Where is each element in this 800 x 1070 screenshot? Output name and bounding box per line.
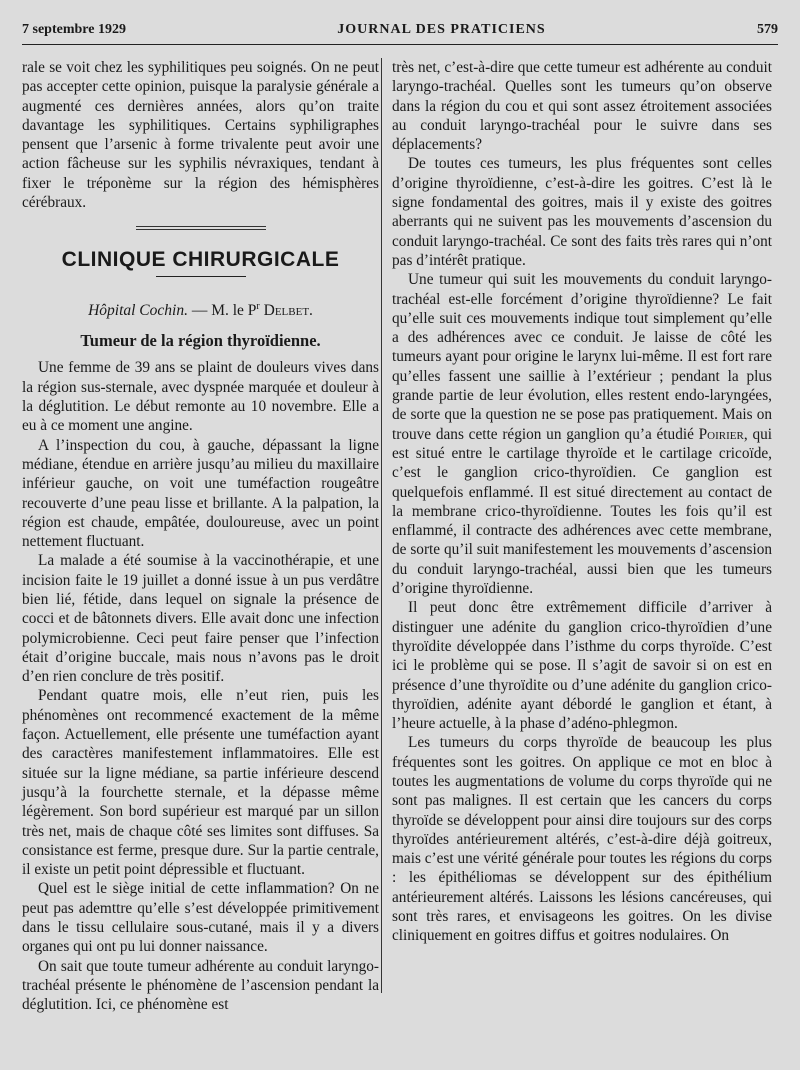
section-separator bbox=[136, 226, 266, 230]
body-paragraph: A l’inspection du cou, à gauche, dépassant la ligne médiane, étendue en arrière jusqu’au milieu du maxillaire inférieur gauche, on voit une tuméfaction rougeâtre recouverte d’une peau lisse et brillante. A la palpation, la région est chaude, empâtée, douloureuse, avec un point nettement fluctuant. bbox=[22, 436, 379, 551]
section-title: CLINIQUE CHIRURGICALE bbox=[61, 248, 340, 272]
body-paragraph: Il peut donc être extrêmement difficile d’arriver à distinguer une adénite du ganglion crico-thyroïdien d’une thyroïdite développée dans l’isthme du corps thyroïde. C’est ici le problème qui se pose. Il s’agit de savoir si on est en présence d’une thyroïdite ou d’une adénite du ganglion crico-thyroïdien, adénite ayant débordé le ganglion et étant, à l’heure actuelle, à la phase d’adéno-phlegmon. bbox=[392, 599, 772, 733]
issue-date: 7 septembre 1929 bbox=[22, 22, 126, 37]
page-number: 579 bbox=[757, 22, 778, 37]
journal-title: JOURNAL DES PRATICIENS bbox=[337, 22, 546, 37]
continued-paragraph: très net, c’est-à-dire que cette tumeur est adhérente au conduit laryngo-trachéal. Quelles sont les tumeurs qu’on observe dans la région du cou et qui sont assez étroitement associées au conduit laryngo-trachéal pour le suivre dans ses déplacements? bbox=[392, 59, 772, 154]
body-paragraph: La malade a été soumise à la vaccinothérapie, et une incision faite le 19 juillet a donné issue à un pus verdâtre bien lié, fétide, dans lequel on signale la présence de cocci et de bâtonnets divers. Elle avait donc une infection polymicrobienne. Ceci peut faire penser que l’infection était d’origine buccale, mais nous n’avons pas le droit d’en rien conclure de très positif. bbox=[22, 552, 379, 686]
hospital-dash: — M. le P bbox=[187, 301, 257, 319]
body-paragraph: Pendant quatre mois, elle n’eut rien, puis les phénomènes ont recommencé exactement de la même façon. Actuellement, elle présente une tuméfaction ayant des caractères manifestement inflammatoires. Elle est située sur la ligne médiane, sa partie inférieure descend jusqu’à la fourchette sternale, et la dépasse même légèrement. Son bord supérieur est marqué par un sillon très net, mais de chaque côté ses limites sont diffuses. Sa consistance est ferme, presque dure. Sur la partie centrale, il existe un petit point dépressible et fluctuant. bbox=[22, 687, 379, 879]
body-paragraph: On sait que toute tumeur adhérente au conduit laryngo-trachéal présente le phénomène de l’ascension pendant la déglutition. Ici, ce phénomène est bbox=[22, 957, 379, 1014]
body-paragraph: Quel est le siège initial de cette inflammation? On ne peut pas ademttre qu’elle s’est développée primitivement dans le tissu cellulaire sous-cutané, mais il y a divers organes qui ont pu lui donner naissance. bbox=[22, 880, 379, 956]
author-name: Poirier bbox=[698, 425, 744, 443]
hospital-line bbox=[22, 297, 379, 320]
column-divider bbox=[381, 58, 382, 993]
professor-name: Delbet. bbox=[263, 301, 313, 319]
paragraph-text: Une tumeur qui suit les mouvements du conduit laryngo-trachéal est-elle forcément d’origine thyroïdienne? Le fait qu’elle suit ces mouvements indique tout simplement qu’elle a des adhérences avec ce conduit. Je laisse de côté les tumeurs ayant pour origine le larynx lui-même. Il est fort rare qu’elles fassent une saillie à l’extérieur ; pendant la plus grande partie de leur évolution, elles restent endo-laryngées, de sorte que la question ne se pose pas pratiquement. Mais on trouve dans cette région un ganglion qu’a étudié bbox=[392, 271, 772, 443]
paragraph-text: , qui est situé entre le cartilage thyroïde et le cartilage cricoïde, c’est le ganglion crico-thyroïdien. Ce ganglion est quelquefois enflammé. Il est situé directement au contact de la membrane crico-thyroïdienne. Toutes les fois qu’il est enflammé, il contracte des adhérences avec cette membrane, de sorte qu’il suit manifestement les mouvements d’ascension du conduit laryngo-trachéal, aussi bien que les tumeurs d’origine thyroïdienne. bbox=[392, 425, 772, 598]
body-paragraph: Une femme de 39 ans se plaint de douleurs vives dans la région sus-sternale, avec dyspnée marquée et douleur à la déglutition. Le début remonte au 10 novembre. Elle a eu à ce moment une angine. bbox=[22, 359, 379, 435]
hospital-name: Hôpital Cochin. bbox=[88, 301, 188, 319]
header-rule bbox=[22, 44, 778, 45]
title-underline bbox=[156, 276, 246, 277]
professor-abbrev-sup: r bbox=[256, 300, 260, 312]
body-paragraph: Les tumeurs du corps thyroïde de beaucoup les plus fréquentes sont les goitres. On applique ce mot en bloc à toutes les augmentations de volume du corps thyroïde qui ne sont pas malignes. Il est certain que les cancers du corps thyroïde se développent pour ainsi dire toujours sur des corps thyroïdes antérieurement altérés, c’est-à-dire déjà goitreux, mais c’est une vérité générale pour toutes les régions du corps : les épithéliomas se développent sur des épithélium antérieurement altérés. Laissons les lésions cancéreuses, qui sont très rares, et envisageons les goitres. On les divise cliniquement en goitres diffus et goitres nodulaires. On bbox=[392, 734, 772, 945]
body-paragraph bbox=[392, 270, 772, 598]
running-header bbox=[22, 18, 778, 42]
body-paragraph: De toutes ces tumeurs, les plus fréquentes sont celles d’origine thyroïdienne, c’est-à-dire les goitres. C’est là le signe fondamental des goitres, mais il y existe des goitres aberrants qui ne suivent pas les mouvements d’ascension du conduit laryngo-trachéal. Ce sont des faits très rares qui n’ont pas d’intérêt pratique. bbox=[392, 155, 772, 269]
continued-paragraph: rale se voit chez les syphilitiques peu soignés. On ne peut pas accepter cette opinion, puisque la paralysie générale a augmenté ces dernières années, alors qu’on traite davantage les syphilitiques. Certains syphiligraphes pensent que l’arsenic à forme trivalente peut avoir une action fâcheuse sur les syphilis névraxiques, tendant à fixer le tréponème sur la région des hémisphères cérébraux. bbox=[22, 59, 379, 212]
right-column bbox=[392, 58, 772, 946]
article-title: Tumeur de la région thyroïdienne. bbox=[80, 331, 321, 351]
left-column bbox=[22, 58, 379, 1015]
